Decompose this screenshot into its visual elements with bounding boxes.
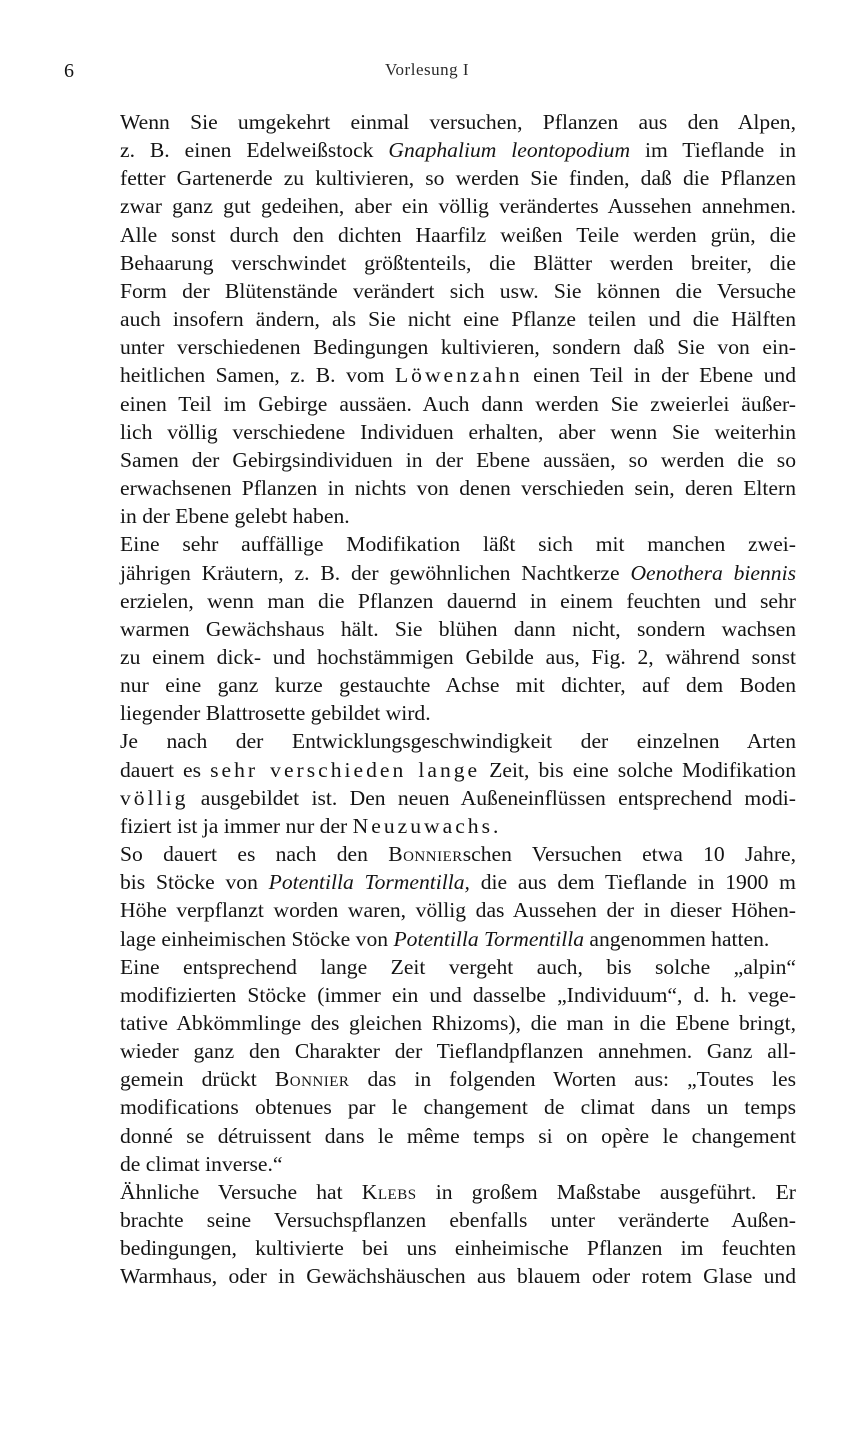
text-line [64,1178,796,1206]
text-line [64,812,796,840]
text-line [64,249,796,277]
text-run: auch insofern ändern, als Sie nicht eine Pflanze teilen und die Hälften [120,307,796,332]
text-run: schen Versuchen etwa 10 Jahre, [462,842,796,867]
text-line [64,108,796,136]
text-run: Samen der Gebirgsindividuen in der Ebene aussäen, so werden die so [120,447,796,472]
text-line [64,1262,796,1290]
text-run: einen Teil im Gebirge aussäen. Auch dann werden Sie zweierlei äußer- [120,391,796,416]
text-run: bedingungen, kultivierte bei uns einheimische Pflanzen im feuchten [120,1236,796,1261]
text-line [64,727,796,755]
text-line [64,136,796,164]
text-line [64,390,796,418]
paragraph [64,840,796,953]
text-line [64,1122,796,1150]
text-run: Je nach der Entwicklungsgeschwindigkeit der einzelnen Arten [120,729,796,754]
body-text [64,108,796,1291]
italic-term: Gnaphalium leontopodium [388,138,631,163]
text-run: das in folgenden Worten aus: „Toutes les [349,1067,796,1092]
text-line [64,502,796,530]
text-line [64,1037,796,1065]
text-line [64,756,796,784]
text-run: dauert es [120,757,211,782]
text-line [64,305,796,333]
text-run: Höhe verpflanzt worden waren, völlig das Aussehen der in dieser Höhen- [120,898,796,923]
text-run: Behaarung verschwindet größtenteils, die Blätter werden breiter, die [120,250,796,275]
text-run: gemein drückt [120,1067,275,1092]
text-line [64,221,796,249]
text-run: lage einheimischen Stöcke von [120,926,394,951]
text-line [64,896,796,924]
text-line [64,1065,796,1093]
text-run: fiziert ist ja immer nur der [120,813,353,838]
paragraph [64,108,796,530]
text-run: nur eine ganz kurze gestauchte Achse mit dichter, auf dem Boden [120,673,796,698]
text-run: wieder ganz den Charakter der Tieflandpflanzen annehmen. Ganz all- [120,1039,796,1064]
text-line [64,474,796,502]
text-run: zwar ganz gut gedeihen, aber ein völlig verändertes Aussehen annehmen. [120,194,796,219]
text-run: erwachsenen Pflanzen in nichts von denen verschieden sein, deren Eltern [120,476,796,501]
author-name: Bonnier [274,1067,350,1092]
spaced-emphasis: sehr verschieden lange [210,757,481,782]
text-run: erzielen, wenn man die Pflanzen dauernd in einem feuchten und sehr [120,588,796,613]
text-line [64,418,796,446]
text-line [64,1093,796,1121]
paragraph [64,727,796,840]
text-run: fetter Gartenerde zu kultivieren, so werden Sie finden, daß die Pflanzen [120,166,796,191]
text-run: lich völlig verschiedene Individuen erhalten, aber wenn Sie weiterhin [120,419,796,444]
paragraph [64,953,796,1178]
text-line [64,333,796,361]
spaced-emphasis: Löwenzahn [394,363,523,388]
text-run: zu einem dick- und hochstämmigen Gebilde aus, Fig. 2, während sonst [120,644,796,669]
text-run: im Tieflande in [630,138,796,163]
text-run: modifications obtenues par le changement de climat dans un temps [120,1095,796,1120]
text-line [64,925,796,953]
text-line [64,868,796,896]
text-run: Eine sehr auffällige Modifikation läßt sich mit manchen zwei- [120,532,796,557]
text-run: tative Abkömmlinge des gleichen Rhizoms), die man in die Ebene bringt, [120,1011,796,1035]
italic-term: Oenothera biennis [630,560,796,585]
text-run: in großem Maßstabe ausgeführt. Er [416,1179,797,1204]
text-run: die aus dem Tieflande in 1900 m [469,870,796,895]
text-line [64,840,796,868]
text-line [64,1150,796,1178]
text-line [64,587,796,615]
italic-term: Potentilla Tormentilla, [268,870,470,895]
text-line [64,643,796,671]
text-line [64,1234,796,1262]
text-run: . [492,813,499,838]
text-run: unter verschiedenen Bedingungen kultivieren, sondern daß Sie von ein- [120,335,796,360]
text-line [64,164,796,192]
italic-term: Potentilla Tormentilla [393,926,585,951]
spaced-emphasis: Neuzuwachs [352,813,493,838]
text-line [64,1206,796,1234]
text-run: z. B. einen Edelweißstock [120,138,389,163]
text-run: einen Teil in der Ebene und [522,363,796,388]
text-run: warmen Gewächshaus hält. Sie blühen dann nicht, sondern wachsen [120,616,796,641]
text-line [64,277,796,305]
text-line [64,446,796,474]
text-run: liegender Blattrosette gebildet wird. [120,701,431,726]
text-run: heitlichen Samen, z. B. vom [120,363,395,388]
text-line [64,671,796,699]
text-line [64,615,796,643]
text-run: Zeit, bis eine solche Modifikation [480,757,797,782]
author-name: Klebs [361,1179,417,1204]
text-line [64,699,796,727]
text-run: brachte seine Versuchspflanzen ebenfalls unter veränderte Außen- [120,1208,796,1233]
running-title: Vorlesung I [384,60,470,79]
text-line [64,784,796,812]
text-run: Alle sonst durch den dichten Haarfilz weißen Teile werden grün, die [120,222,796,247]
text-run: Wenn Sie umgekehrt einmal versuchen, Pflanzen aus den Alpen, [120,110,796,134]
text-run: donné se détruissent dans le même temps si on opère le changement [120,1123,796,1148]
page-header [64,60,790,88]
text-line [64,361,796,389]
text-line [64,953,796,981]
text-run: ausgebildet ist. Den neuen Außeneinflüssen entsprechend modi- [188,785,796,810]
page-number: 6 [64,60,74,82]
text-run: So dauert es nach den [120,842,389,867]
text-line [64,981,796,1009]
paragraph [64,1178,796,1291]
text-run: Warmhaus, oder in Gewächshäuschen aus blauem oder rotem Glase und [120,1264,796,1289]
author-name: Bonnier [388,842,463,867]
text-run: in der Ebene gelebt haben. [120,504,350,529]
spaced-emphasis: völlig [120,785,189,810]
paragraph [64,530,796,727]
text-run: Eine entsprechend lange Zeit vergeht auch, bis solche „alpin“ [120,954,796,979]
text-line [64,1009,796,1037]
text-run: modifizierten Stöcke (immer ein und dasselbe „Individuum“, d. h. vege- [120,982,796,1007]
text-run: Ähnliche Versuche hat [120,1179,362,1204]
text-run: bis Stöcke von [120,870,269,895]
text-line [64,530,796,558]
text-run: de climat inverse.“ [120,1151,283,1176]
text-line [64,192,796,220]
text-run: Form der Blütenstände verändert sich usw. Sie können die Versuche [120,278,796,303]
text-run: angenommen hatten. [584,926,770,951]
text-line [64,559,796,587]
text-run: jährigen Kräutern, z. B. der gewöhnlichen Nachtkerze [120,560,631,585]
